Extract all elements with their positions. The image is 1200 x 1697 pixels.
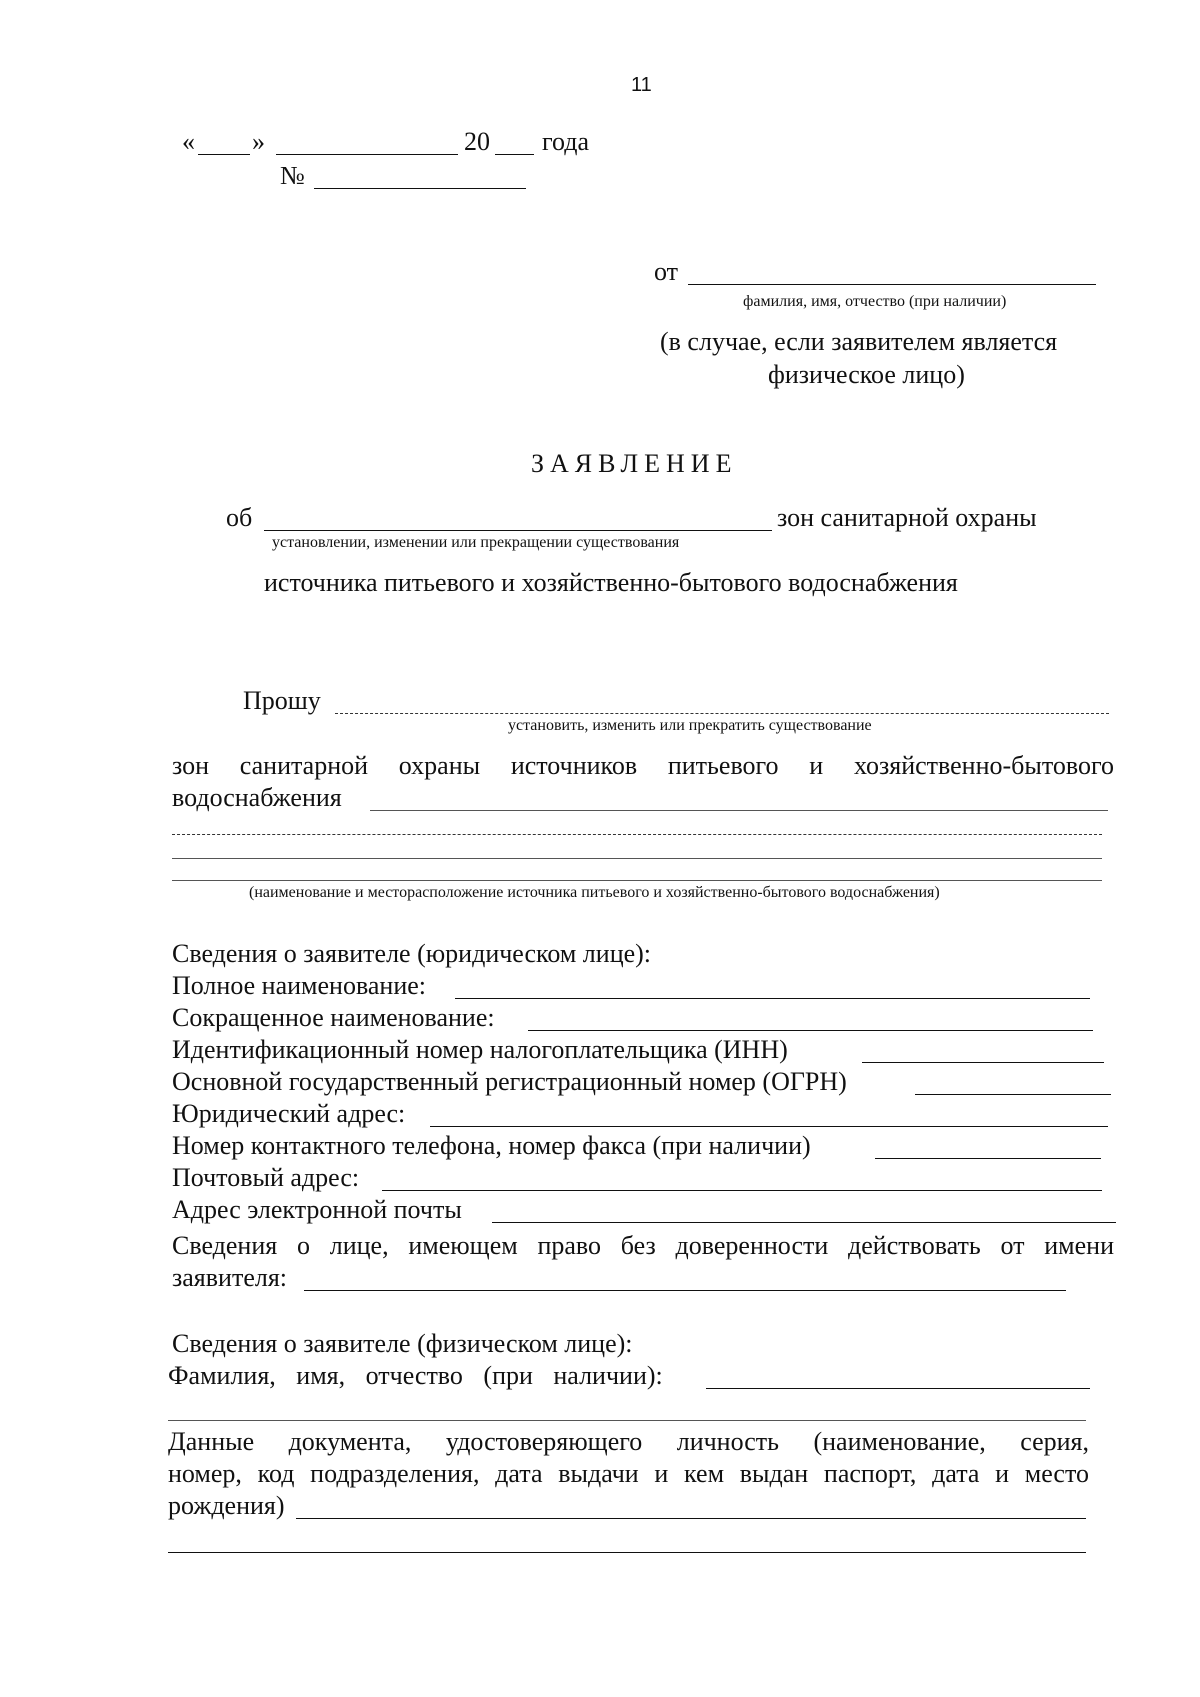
source-field-line4[interactable] xyxy=(172,880,1102,881)
date-year-suffix: года xyxy=(542,127,590,156)
subject-prefix: об xyxy=(226,503,253,532)
fio-label: Фамилия, имя, отчество (при наличии): xyxy=(168,1361,663,1390)
ogrn-field[interactable] xyxy=(915,1094,1111,1095)
request-hint: установить, изменить или прекратить существование xyxy=(508,717,872,734)
request-line2-label: водоснабжения xyxy=(172,783,342,812)
date-month-field[interactable] xyxy=(276,154,458,155)
authorized-line2-label: заявителя: xyxy=(172,1263,288,1292)
id-doc-line1: Данные документа, удостоверяющего личность (наименование, серия, xyxy=(168,1427,1089,1456)
individual-heading: Сведения о заявителе (физическом лице): xyxy=(172,1329,633,1358)
subject-action-field[interactable] xyxy=(264,530,772,531)
individual-note-line1: (в случае, если заявителем является xyxy=(660,327,1058,356)
request-line1: зон санитарной охраны источников питьевого и хозяйственно-бытового xyxy=(172,751,1114,780)
date-year-field[interactable] xyxy=(495,154,534,155)
postal-address-field[interactable] xyxy=(382,1190,1102,1191)
full-name-label: Полное наименование: xyxy=(172,971,427,1000)
ogrn-label: Основной государственный регистрационный номер (ОГРН) xyxy=(172,1067,847,1096)
authorized-person-field[interactable] xyxy=(304,1290,1066,1291)
number-sign: № xyxy=(280,161,305,190)
short-name-field[interactable] xyxy=(528,1030,1093,1031)
inn-label: Идентификационный номер налогоплательщика (ИНН) xyxy=(172,1035,788,1064)
date-day-field[interactable] xyxy=(198,154,250,155)
date-quote-close: » xyxy=(252,127,265,156)
subject-suffix: зон санитарной охраны xyxy=(777,503,1037,532)
fio-field-line2[interactable] xyxy=(168,1420,1086,1421)
id-doc-line2: номер, код подразделения, дата выдачи и кем выдан паспорт, дата и место xyxy=(168,1459,1089,1488)
page-number: 11 xyxy=(631,74,652,96)
subject-hint: установлении, изменении или прекращении существования xyxy=(272,534,680,551)
authorized-line1: Сведения о лице, имеющем право без доверенности действовать от имени xyxy=(172,1231,1114,1260)
legal-address-field[interactable] xyxy=(430,1126,1108,1127)
short-name-label: Сокращенное наименование: xyxy=(172,1003,495,1032)
fio-field[interactable] xyxy=(706,1388,1090,1389)
id-doc-field[interactable] xyxy=(296,1518,1086,1519)
email-label: Адрес электронной почты xyxy=(172,1195,462,1224)
request-label: Прошу xyxy=(243,686,321,715)
subject-line2: источника питьевого и хозяйственно-бытового водоснабжения xyxy=(264,568,958,597)
legal-heading: Сведения о заявителе (юридическом лице): xyxy=(172,939,652,968)
date-year-prefix: 20 xyxy=(464,127,490,156)
id-doc-field-line2[interactable] xyxy=(168,1552,1086,1553)
request-action-field[interactable] xyxy=(335,713,1109,714)
source-hint: (наименование и месторасположение источника питьевого и хозяйственно-бытового водоснабжения) xyxy=(249,884,940,901)
phone-field[interactable] xyxy=(875,1158,1101,1159)
source-field-line2[interactable] xyxy=(172,834,1102,835)
document-title: ЗАЯВЛЕНИЕ xyxy=(531,449,738,478)
from-name-field[interactable] xyxy=(688,284,1096,285)
source-field-line1[interactable] xyxy=(370,810,1108,811)
from-label: от xyxy=(654,257,679,286)
individual-note-line2: физическое лицо) xyxy=(768,360,965,389)
full-name-field[interactable] xyxy=(455,998,1090,999)
id-doc-line3-label: рождения) xyxy=(168,1491,285,1520)
from-hint: фамилия, имя, отчество (при наличии) xyxy=(743,293,1007,310)
legal-address-label: Юридический адрес: xyxy=(172,1099,406,1128)
inn-field[interactable] xyxy=(862,1062,1104,1063)
date-quote-open: « xyxy=(182,127,195,156)
postal-address-label: Почтовый адрес: xyxy=(172,1163,360,1192)
source-field-line3[interactable] xyxy=(172,858,1102,859)
phone-label: Номер контактного телефона, номер факса (при наличии) xyxy=(172,1131,811,1160)
email-field[interactable] xyxy=(492,1222,1116,1223)
document-number-field[interactable] xyxy=(314,188,526,189)
